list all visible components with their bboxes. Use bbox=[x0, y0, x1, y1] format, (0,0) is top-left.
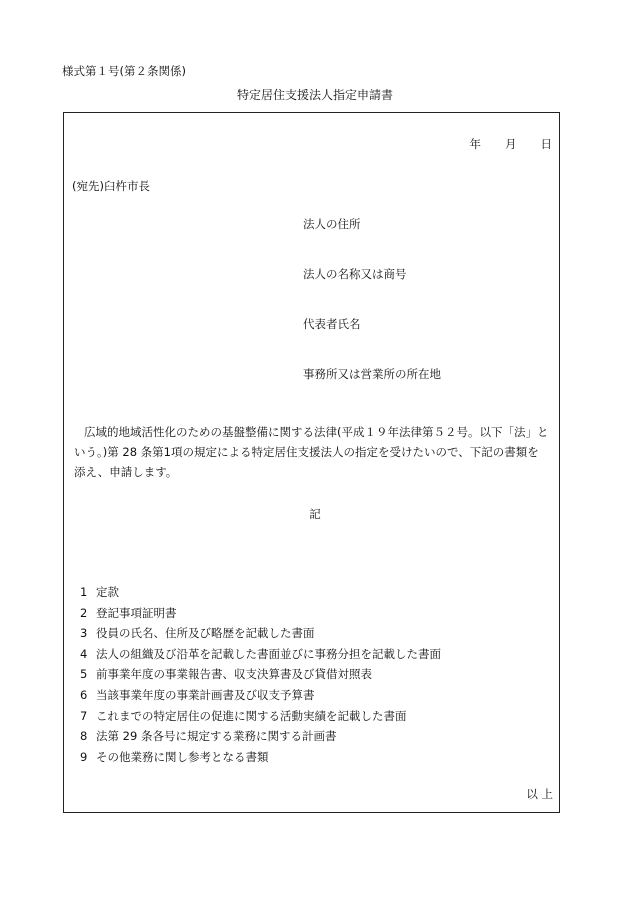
list-item: 3 役員の氏名、住所及び略歴を記載した書面 bbox=[80, 626, 315, 641]
field-representative-name: 代表者氏名 bbox=[303, 317, 361, 331]
list-item: 2 登記事項証明書 bbox=[80, 605, 177, 620]
document-title: 特定居住支援法人指定申請書 bbox=[236, 88, 393, 102]
list-item: 9 その他業務に関し参考となる書類 bbox=[80, 749, 269, 764]
list-item: 8 法第 29 条各号に規定する業務に関する計画書 bbox=[80, 729, 337, 744]
field-corporate-address: 法人の住所 bbox=[303, 217, 361, 231]
list-item: 5 前事業年度の事業報告書、収支決算書及び貸借対照表 bbox=[80, 667, 372, 682]
statement-line-2: いう。)第 28 条第1項の規定による特定居住支援法人の指定を受けたいので、下記の書類を bbox=[74, 445, 539, 459]
list-item: 7 これまでの特定居住の促進に関する活動実績を記載した書面 bbox=[80, 708, 407, 723]
statement-line-3: 添え、申請します。 bbox=[74, 465, 178, 479]
attachments-list bbox=[80, 582, 441, 767]
list-item: 6 当該事業年度の事業計画書及び収支予算書 bbox=[80, 687, 315, 702]
date-month-label: 月 bbox=[505, 137, 517, 151]
form-number-label: 様式第１号(第２条関係) bbox=[62, 64, 186, 78]
application-statement bbox=[74, 422, 554, 482]
statement-line-1: 広域的地域活性化のための基盤整備に関する法律(平成１９年法律第５２号。以下「法」と bbox=[84, 425, 549, 439]
field-corporate-name: 法人の名称又は商号 bbox=[303, 267, 407, 281]
date-line bbox=[470, 136, 553, 152]
date-year-label: 年 bbox=[469, 137, 481, 151]
date-day-label: 日 bbox=[540, 137, 552, 151]
addressee: (宛先)臼杵市長 bbox=[72, 179, 150, 193]
list-item: 1 定款 bbox=[80, 585, 119, 599]
list-item: 4 法人の組織及び沿革を記載した書面並びに事務分担を記載した書面 bbox=[80, 646, 441, 661]
field-office-location: 事務所又は営業所の所在地 bbox=[303, 367, 441, 381]
ki-heading: 記 bbox=[309, 507, 321, 521]
closing-mark: 以 上 bbox=[526, 787, 553, 801]
